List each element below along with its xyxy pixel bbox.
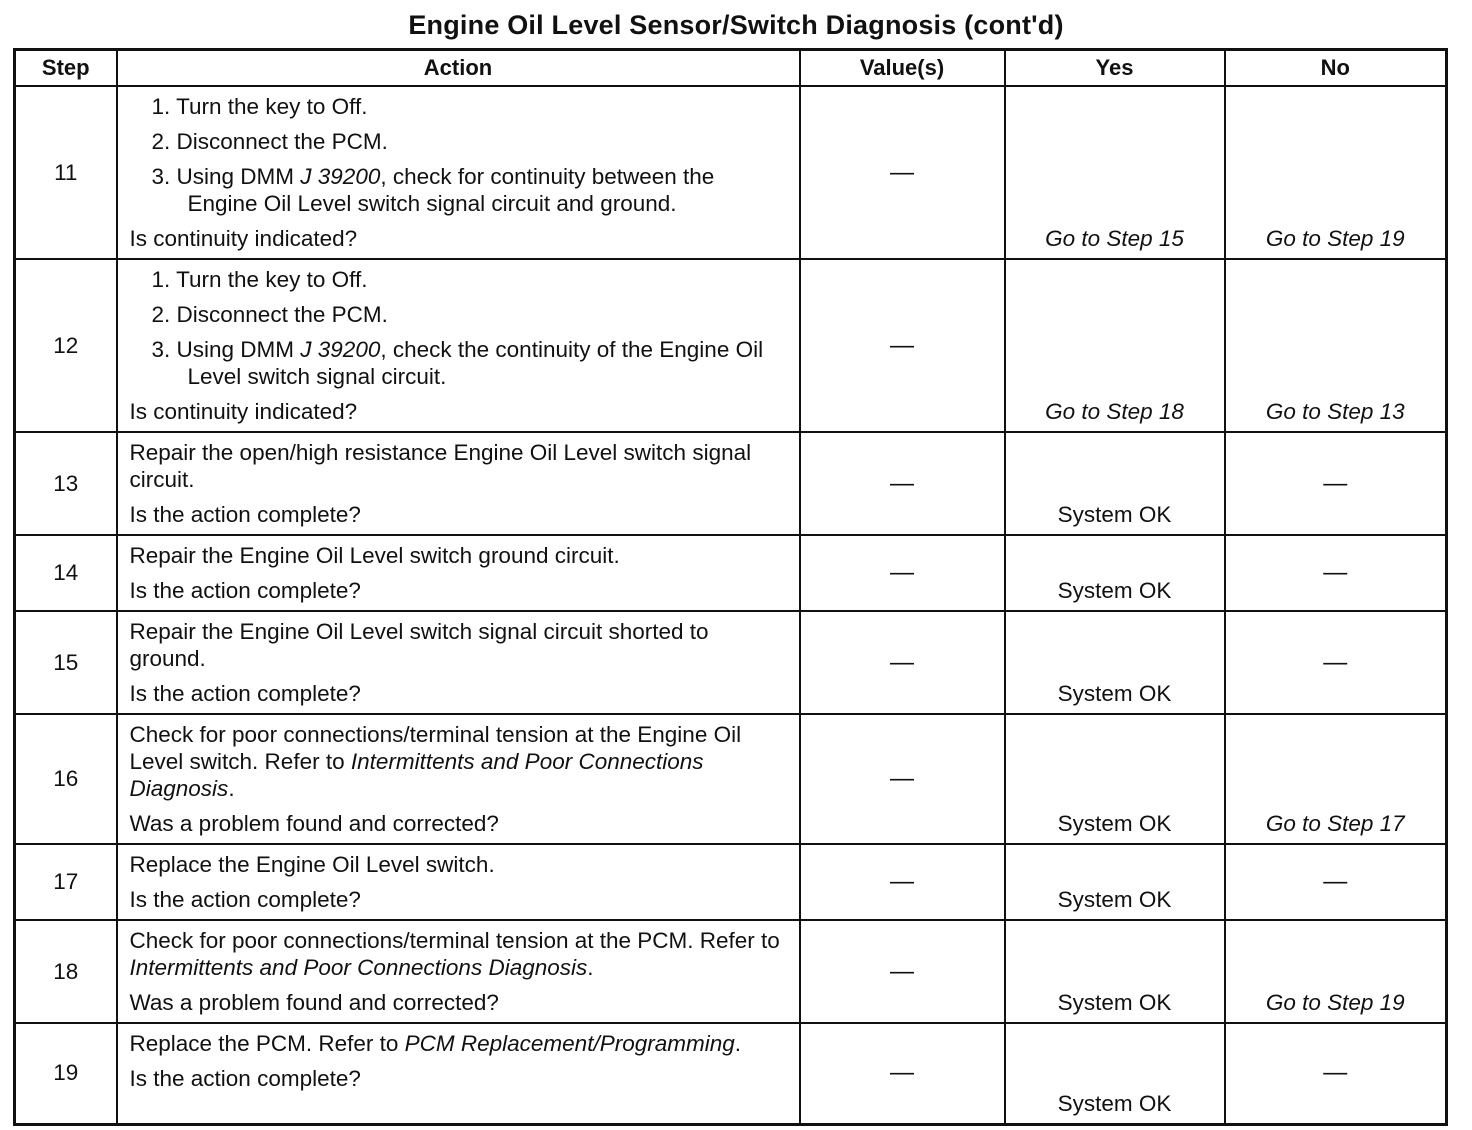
no-cell: Go to Step 13 xyxy=(1225,259,1447,432)
action-step: 1. Turn the key to Off. xyxy=(151,267,368,292)
yes-cell: System OK xyxy=(1005,611,1225,714)
action-step: 2. Disconnect the PCM. xyxy=(151,129,388,154)
step-number: 14 xyxy=(15,535,117,611)
action-cell xyxy=(117,714,800,844)
value-cell: — xyxy=(800,259,1005,432)
value-cell: — xyxy=(800,86,1005,259)
yes-cell: System OK xyxy=(1005,920,1225,1023)
action-question: Is the action complete? xyxy=(129,887,361,912)
table-row xyxy=(15,611,1447,714)
step-number: 18 xyxy=(15,920,117,1023)
action-question: Is the action complete? xyxy=(129,681,361,706)
value-cell: — xyxy=(800,432,1005,535)
no-cell: — xyxy=(1225,844,1447,920)
table-row xyxy=(15,844,1447,920)
action-steps xyxy=(130,266,789,390)
no-cell: Go to Step 17 xyxy=(1225,714,1447,844)
action-description: Replace the Engine Oil Level switch. xyxy=(129,852,495,877)
action-step: 3. Using DMM J 39200, check the continuity of the Engine Oil Level switch signal circuit. xyxy=(151,337,764,389)
table-row xyxy=(15,714,1447,844)
action-question: Was a problem found and corrected? xyxy=(129,811,499,836)
action-question: Was a problem found and corrected? xyxy=(129,990,499,1015)
step-number: 13 xyxy=(15,432,117,535)
action-question: Is continuity indicated? xyxy=(129,399,358,424)
action-cell xyxy=(117,86,800,259)
header-yes: Yes xyxy=(1005,50,1225,87)
step-number: 19 xyxy=(15,1023,117,1124)
no-cell: Go to Step 19 xyxy=(1225,86,1447,259)
header-step: Step xyxy=(15,50,117,87)
yes-cell: Go to Step 15 xyxy=(1005,86,1225,259)
no-cell: — xyxy=(1225,611,1447,714)
action-description: Check for poor connections/terminal tension at the Engine Oil Level switch. Refer to Intermittents and Poor Connections Diagnosis. xyxy=(129,722,742,801)
table-row xyxy=(15,535,1447,611)
yes-cell: System OK xyxy=(1005,1023,1225,1124)
action-cell xyxy=(117,432,800,535)
step-number: 15 xyxy=(15,611,117,714)
step-number: 16 xyxy=(15,714,117,844)
action-step: 1. Turn the key to Off. xyxy=(151,94,368,119)
yes-cell: System OK xyxy=(1005,714,1225,844)
table-row xyxy=(15,1023,1447,1124)
action-question: Is the action complete? xyxy=(129,578,361,603)
no-cell: Go to Step 19 xyxy=(1225,920,1447,1023)
value-cell: — xyxy=(800,920,1005,1023)
table-row xyxy=(15,920,1447,1023)
action-description: Replace the PCM. Refer to PCM Replacement/Programming. xyxy=(129,1031,742,1056)
action-cell xyxy=(117,611,800,714)
table-row xyxy=(15,432,1447,535)
action-cell xyxy=(117,844,800,920)
step-number: 11 xyxy=(15,86,117,259)
action-description: Repair the open/high resistance Engine Oil Level switch signal circuit. xyxy=(129,440,752,492)
action-cell xyxy=(117,259,800,432)
action-description: Repair the Engine Oil Level switch ground circuit. xyxy=(129,543,620,568)
header-no: No xyxy=(1225,50,1447,87)
value-cell: — xyxy=(800,1023,1005,1124)
step-number: 12 xyxy=(15,259,117,432)
yes-cell: System OK xyxy=(1005,535,1225,611)
header-row xyxy=(15,50,1447,87)
table-row xyxy=(15,86,1447,259)
action-cell xyxy=(117,920,800,1023)
value-cell: — xyxy=(800,535,1005,611)
header-action: Action xyxy=(117,50,800,87)
diagnosis-table xyxy=(13,48,1448,1126)
action-step: 3. Using DMM J 39200, check for continuity between the Engine Oil Level switch signal circuit and ground. xyxy=(151,164,715,216)
value-cell: — xyxy=(800,714,1005,844)
action-question: Is the action complete? xyxy=(129,502,361,527)
yes-cell: System OK xyxy=(1005,844,1225,920)
yes-cell: Go to Step 18 xyxy=(1005,259,1225,432)
value-cell: — xyxy=(800,611,1005,714)
action-question: Is the action complete? xyxy=(129,1066,361,1091)
page-title: Engine Oil Level Sensor/Switch Diagnosis (cont'd) xyxy=(408,10,1064,40)
action-step: 2. Disconnect the PCM. xyxy=(151,302,388,327)
table-row xyxy=(15,259,1447,432)
no-cell: — xyxy=(1225,432,1447,535)
action-question: Is continuity indicated? xyxy=(129,226,358,251)
yes-cell: System OK xyxy=(1005,432,1225,535)
action-description: Repair the Engine Oil Level switch signal circuit shorted to ground. xyxy=(129,619,709,671)
action-steps xyxy=(130,93,789,217)
action-description: Check for poor connections/terminal tension at the PCM. Refer to Intermittents and Poor Connections Diagnosis. xyxy=(129,928,780,980)
action-cell xyxy=(117,1023,800,1124)
header-values: Value(s) xyxy=(800,50,1005,87)
step-number: 17 xyxy=(15,844,117,920)
value-cell: — xyxy=(800,844,1005,920)
action-cell xyxy=(117,535,800,611)
no-cell: — xyxy=(1225,1023,1447,1124)
no-cell: — xyxy=(1225,535,1447,611)
